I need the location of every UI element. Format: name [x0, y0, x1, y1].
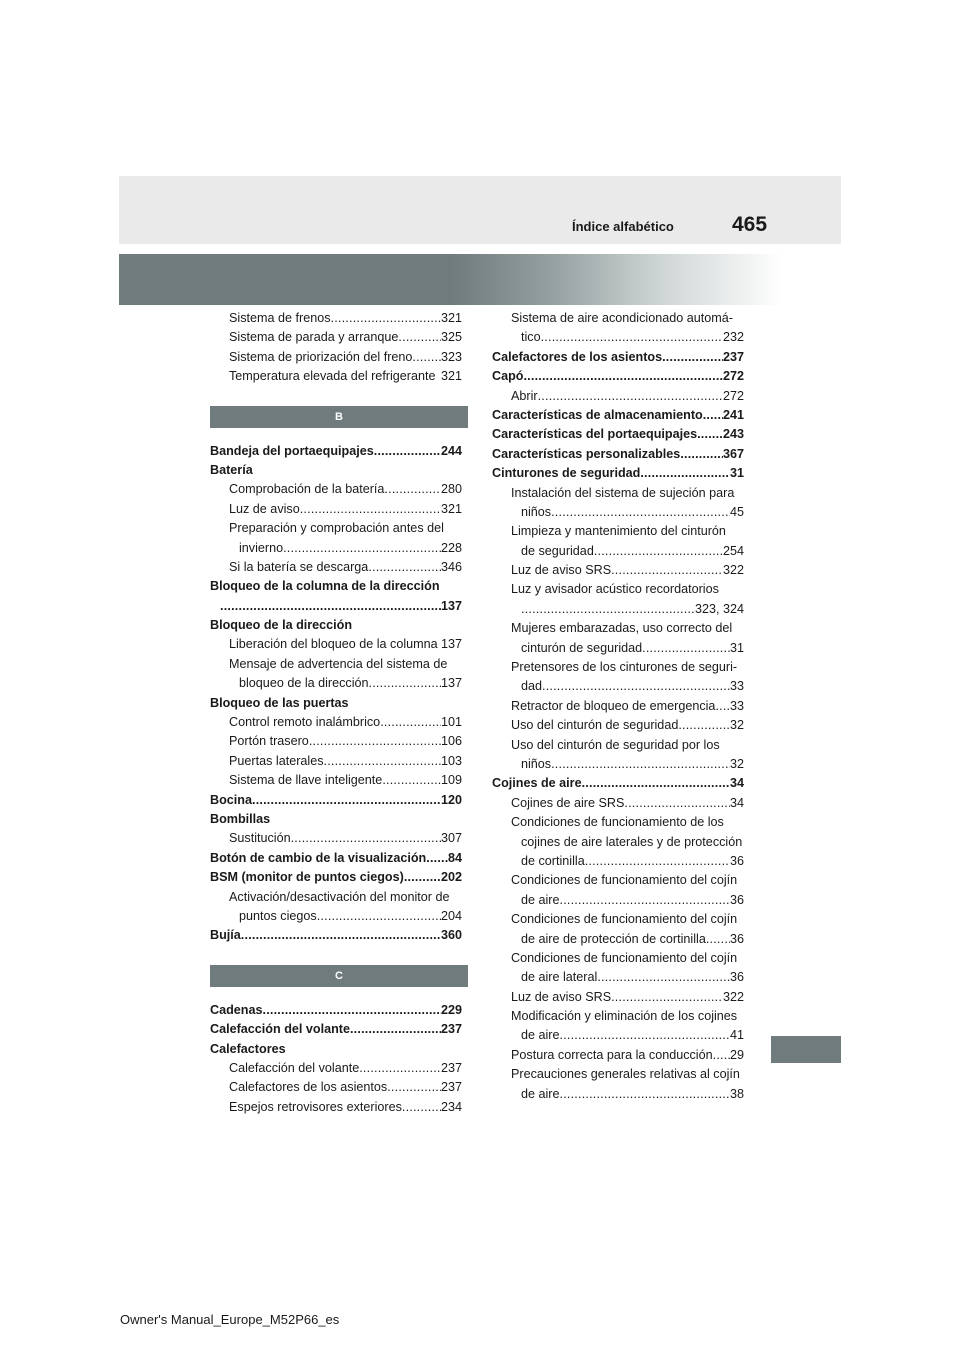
- index-entry: [492, 639, 744, 658]
- dot-leader: [542, 677, 730, 696]
- index-entry: [210, 771, 462, 790]
- index-entry-text: Preparación y comprobación antes del: [229, 521, 444, 536]
- dot-leader: [642, 639, 730, 658]
- dot-leader: [382, 771, 441, 790]
- index-entry: [210, 732, 462, 751]
- index-entry: [210, 849, 462, 868]
- index-entry-page: 120: [440, 792, 462, 807]
- index-entry-page: 137: [440, 637, 462, 652]
- index-entry-page: 237: [440, 1022, 462, 1037]
- index-entry: [492, 813, 744, 832]
- index-entry-text: Sistema de priorización del freno: [229, 349, 413, 364]
- dot-leader: [678, 716, 730, 735]
- index-entry-text: Características del portaequipajes: [492, 427, 698, 442]
- dot-leader: [402, 1098, 441, 1117]
- index-entry: [210, 655, 462, 674]
- index-entry-page: 272: [722, 369, 744, 384]
- index-entry-text: Cadenas: [210, 1002, 263, 1017]
- index-entry-page: 106: [440, 734, 462, 749]
- index-entry-page: 137: [440, 676, 462, 691]
- dot-leader: [387, 1078, 441, 1097]
- index-entry-page: 84: [447, 850, 462, 865]
- index-column-right: [492, 309, 744, 1104]
- dot-leader: [640, 464, 730, 483]
- dot-leader: [359, 1059, 441, 1078]
- index-entry-page: 33: [729, 679, 744, 694]
- index-entry-text: cinturón de seguridad: [521, 640, 643, 655]
- index-entry-text: Bandeja del portaequipajes: [210, 443, 374, 458]
- index-entry-text: niños: [521, 504, 552, 519]
- index-entry: [210, 752, 462, 771]
- index-entry-text: Características personalizables: [492, 446, 681, 461]
- index-entry: [210, 1001, 462, 1020]
- index-entry-text: Mujeres embarazadas, uso correcto del: [511, 621, 733, 636]
- index-entry: [492, 406, 744, 425]
- index-entry: [492, 871, 744, 890]
- index-entry-text: Pretensores de los cinturones de seguri-: [511, 660, 738, 675]
- dot-leader: [220, 597, 441, 616]
- index-entry-text: Condiciones de funcionamiento de los: [511, 815, 724, 830]
- index-entry-text: Precauciones generales relativas al cojín: [511, 1067, 740, 1082]
- index-entry-text: Bombillas: [210, 811, 271, 826]
- index-entry-page: 204: [440, 908, 462, 923]
- index-entry-page: 241: [722, 407, 744, 422]
- dot-leader: [384, 480, 441, 499]
- dot-leader: [350, 1020, 441, 1039]
- index-entry-page: 237: [440, 1060, 462, 1075]
- index-entry: [210, 868, 462, 887]
- index-entry: [492, 716, 744, 735]
- dot-leader: [594, 542, 723, 561]
- dot-leader: [412, 348, 441, 367]
- footer-text: Owner's Manual_Europe_M52P66_es: [120, 1312, 340, 1327]
- index-entry-page: 321: [440, 311, 462, 325]
- index-entry-page: 34: [729, 776, 744, 791]
- index-entry-page: 32: [729, 756, 744, 771]
- dot-leader: [309, 732, 441, 751]
- index-entry: [210, 1020, 462, 1039]
- index-entry: [492, 697, 744, 716]
- dot-leader: [611, 988, 723, 1007]
- index-entry-text: Postura correcta para la conducción: [511, 1047, 713, 1062]
- index-entry-page: 41: [729, 1028, 744, 1043]
- index-entry-page: 367: [722, 446, 744, 461]
- index-entry: [210, 674, 462, 693]
- dot-leader: [380, 713, 441, 732]
- index-entry: [492, 736, 744, 755]
- index-entry-text: Bujía: [210, 928, 241, 943]
- dot-leader: [560, 891, 730, 910]
- index-entry-text: tico: [521, 330, 541, 345]
- index-entry-page: 307: [440, 831, 462, 846]
- index-entry-text: de cortinilla: [521, 853, 585, 868]
- index-entry: [210, 1098, 462, 1117]
- page-number: 465: [732, 213, 768, 236]
- index-entry: [210, 558, 462, 577]
- index-entry-text: de aire de protección de cortinilla: [521, 931, 706, 946]
- index-entry-text: Sistema de aire acondicionado automá-: [511, 311, 733, 325]
- index-entry-text: de aire lateral: [521, 970, 598, 985]
- index-entry-text: Calefacción del volante: [210, 1022, 350, 1037]
- index-entry: [492, 910, 744, 929]
- index-entry-text: cojines de aire laterales y de protección: [521, 834, 743, 849]
- dot-leader: [263, 1001, 441, 1020]
- index-entry: [492, 968, 744, 987]
- index-entry: [210, 829, 462, 848]
- index-entry-page: 237: [722, 349, 744, 364]
- index-entry: [492, 852, 744, 871]
- index-entry-page: 31: [729, 466, 744, 481]
- index-entry-text: bloqueo de la dirección: [239, 676, 369, 691]
- index-entry-text: Calefacción del volante: [229, 1060, 360, 1075]
- index-entry-text: niños: [521, 756, 552, 771]
- index-entry-page: 323, 324: [694, 601, 744, 616]
- index-entry: [492, 1065, 744, 1084]
- index-entry: [492, 367, 744, 386]
- index-entry-text: de seguridad: [521, 543, 594, 558]
- chapter-tab: [771, 1036, 841, 1063]
- dot-leader: [538, 387, 723, 406]
- index-entry: [210, 1059, 462, 1078]
- index-entry-text: Activación/desactivación del monitor de: [229, 889, 450, 904]
- index-entry-page: 45: [729, 504, 744, 519]
- index-entry-page: 237: [440, 1080, 462, 1095]
- index-entry-text: Bloqueo de la columna de la dirección: [210, 579, 440, 594]
- dot-leader: [324, 752, 441, 771]
- dot-leader: [703, 406, 723, 425]
- index-entry-text: Batería: [210, 462, 253, 477]
- index-entry-text: Calefactores de los asientos: [229, 1080, 388, 1095]
- index-entry-text: Condiciones de funcionamiento del cojín: [511, 912, 738, 927]
- index-entry-page: 322: [722, 563, 744, 578]
- index-entry-text: BSM (monitor de puntos ciegos): [210, 870, 404, 885]
- index-entry-page: 29: [729, 1047, 744, 1062]
- index-entry-page: 232: [722, 330, 744, 345]
- index-entry: [210, 461, 462, 480]
- index-entry-text: Mensaje de advertencia del sistema de: [229, 656, 448, 671]
- index-entry-page: 33: [729, 698, 744, 713]
- dot-leader: [368, 558, 441, 577]
- index-entry-page: 323: [440, 349, 462, 364]
- index-entry: [492, 580, 744, 599]
- index-entry: [210, 577, 462, 596]
- dot-leader: [521, 600, 695, 619]
- index-entry: [492, 1046, 744, 1065]
- dot-leader: [582, 774, 730, 793]
- index-entry-page: 34: [729, 795, 744, 810]
- dot-leader: [715, 697, 730, 716]
- index-entry: [210, 348, 462, 367]
- index-entry-page: 38: [729, 1086, 744, 1101]
- header-gradient-bar: [119, 254, 841, 305]
- dot-leader: [369, 674, 441, 693]
- index-entry-text: Bloqueo de las puertas: [210, 695, 349, 710]
- index-entry: [210, 1040, 462, 1059]
- index-entry: [492, 425, 744, 444]
- index-entry-text: Luz de aviso: [229, 501, 300, 516]
- index-entry: [492, 328, 744, 347]
- dot-leader: [662, 348, 723, 367]
- index-entry-text: de aire: [521, 1086, 560, 1101]
- index-entry-text: dad: [521, 679, 543, 694]
- dot-leader: [706, 930, 730, 949]
- dot-leader: [404, 868, 441, 887]
- dot-leader: [291, 829, 441, 848]
- index-entry-text: Condiciones de funcionamiento del cojín: [511, 873, 738, 888]
- index-entry: [492, 619, 744, 638]
- index-entry-text: Limpieza y mantenimiento del cinturón: [511, 524, 726, 539]
- index-entry: [492, 891, 744, 910]
- index-entry-text: invierno: [239, 540, 284, 555]
- index-entry: [492, 755, 744, 774]
- index-entry-text: de aire: [521, 892, 560, 907]
- index-entry: [492, 309, 744, 328]
- index-entry: [492, 600, 744, 619]
- index-entry-text: Sustitución: [229, 831, 291, 846]
- index-entry-text: Cinturones de seguridad: [492, 466, 641, 481]
- dot-leader: [551, 755, 730, 774]
- index-entry-page: 272: [722, 388, 744, 403]
- index-entry: [210, 791, 462, 810]
- index-entry: [492, 677, 744, 696]
- index-entry: [210, 713, 462, 732]
- index-entry-page: 109: [440, 773, 462, 788]
- index-entry-page: 36: [729, 853, 744, 868]
- index-entry-text: Temperatura elevada del refrigerante: [229, 369, 436, 384]
- index-entry-text: de aire: [521, 1028, 560, 1043]
- dot-leader: [541, 328, 723, 347]
- index-entry: [210, 328, 462, 347]
- index-entry-page: 321: [440, 501, 462, 516]
- index-entry: [210, 810, 462, 829]
- index-entry: [210, 1078, 462, 1097]
- index-entry: [210, 694, 462, 713]
- dot-leader: [426, 849, 448, 868]
- section-title: Índice alfabético: [572, 219, 674, 234]
- index-entry: [492, 464, 744, 483]
- dot-leader: [697, 425, 723, 444]
- index-entry-text: Espejos retrovisores exteriores: [229, 1099, 402, 1114]
- index-entry-text: puntos ciegos: [239, 908, 317, 923]
- index-entry-page: 228: [440, 540, 462, 555]
- dot-leader: [624, 794, 730, 813]
- index-entry: [210, 480, 462, 499]
- index-entry-text: Capó: [492, 369, 524, 384]
- index-entry-page: 322: [722, 989, 744, 1004]
- dot-leader: [611, 561, 723, 580]
- index-entry-text: Sistema de parada y arranque: [229, 330, 399, 345]
- index-entry-text: Uso del cinturón de seguridad por los: [511, 737, 720, 752]
- index-entry: [492, 1007, 744, 1026]
- dot-leader: [560, 1085, 730, 1104]
- index-entry: [210, 500, 462, 519]
- dot-leader: [331, 309, 441, 328]
- index-entry-page: 229: [440, 1002, 462, 1017]
- index-entry-text: Retractor de bloqueo de emergencia: [511, 698, 716, 713]
- index-entry-page: 32: [729, 718, 744, 733]
- index-entry-text: Bocina: [210, 792, 252, 807]
- dot-leader: [317, 907, 441, 926]
- index-entry: [210, 309, 462, 328]
- index-entry-text: Calefactores de los asientos: [492, 349, 663, 364]
- dot-leader: [241, 926, 441, 945]
- index-entry-page: 234: [440, 1099, 462, 1114]
- index-entry: [492, 930, 744, 949]
- index-entry-page: 137: [440, 598, 462, 613]
- index-entry-text: Control remoto inalámbrico: [229, 715, 381, 730]
- index-entry-text: Bloqueo de la dirección: [210, 618, 353, 633]
- dot-leader: [283, 539, 441, 558]
- index-entry-text: Liberación del bloqueo de la columna: [229, 637, 438, 652]
- index-entry-text: Sistema de frenos: [229, 311, 331, 325]
- index-entry: [492, 794, 744, 813]
- index-entry: [492, 774, 744, 793]
- index-entry: [492, 484, 744, 503]
- dot-leader: [680, 445, 723, 464]
- index-entry-page: 244: [440, 443, 462, 458]
- index-entry-text: Instalación del sistema de sujeción para: [511, 485, 735, 500]
- index-entry-text: Botón de cambio de la visualización: [210, 850, 427, 865]
- index-entry-page: 321: [440, 369, 462, 384]
- index-entry-page: 36: [729, 892, 744, 907]
- index-entry: [492, 348, 744, 367]
- dot-leader: [523, 367, 723, 386]
- index-entry-text: Características de almacenamiento: [492, 407, 703, 422]
- index-entry: [492, 1026, 744, 1045]
- dot-leader: [551, 503, 730, 522]
- index-entry-page: 36: [729, 970, 744, 985]
- index-entry-text: Modificación y eliminación de los cojines: [511, 1009, 738, 1024]
- index-entry-page: 101: [440, 715, 462, 730]
- dot-leader: [374, 442, 441, 461]
- index-entry-page: 202: [440, 870, 462, 885]
- index-entry: [210, 519, 462, 538]
- index-entry-text: Luz y avisador acústico recordatorios: [511, 582, 719, 597]
- index-entry-text: Abrir: [511, 388, 538, 403]
- index-entry-page: 280: [440, 482, 462, 497]
- letter-section-header: C: [210, 965, 468, 987]
- index-column-left: [210, 309, 462, 1117]
- index-entry-page: 243: [722, 427, 744, 442]
- index-entry: [210, 907, 462, 926]
- index-entry-text: Puertas laterales: [229, 753, 324, 768]
- index-entry: [210, 367, 462, 386]
- index-entry: [492, 522, 744, 541]
- dot-leader: [300, 500, 441, 519]
- index-entry-text: Uso del cinturón de seguridad: [511, 718, 679, 733]
- index-entry-page: 325: [440, 330, 462, 345]
- index-entry: [492, 542, 744, 561]
- index-entry-page: 254: [722, 543, 744, 558]
- index-entry: [210, 926, 462, 945]
- index-entry: [492, 561, 744, 580]
- dot-leader: [597, 968, 730, 987]
- index-entry-text: Calefactores: [210, 1041, 286, 1056]
- index-entry-text: Portón trasero: [229, 734, 309, 749]
- index-entry-text: Si la batería se descarga: [229, 559, 369, 574]
- index-entry: [492, 658, 744, 677]
- index-entry-text: Cojines de aire SRS: [511, 795, 625, 810]
- index-entry: [210, 442, 462, 461]
- index-entry: [210, 635, 462, 654]
- index-entry-text: Comprobación de la batería: [229, 482, 385, 497]
- index-entry-page: 31: [729, 640, 744, 655]
- index-entry-text: Cojines de aire: [492, 776, 582, 791]
- dot-leader: [713, 1046, 730, 1065]
- dot-leader: [398, 328, 441, 347]
- index-entry-page: 360: [440, 928, 462, 943]
- index-entry: [210, 888, 462, 907]
- index-entry: [210, 539, 462, 558]
- dot-leader: [585, 852, 730, 871]
- index-entry-page: 346: [440, 559, 462, 574]
- index-entry: [492, 503, 744, 522]
- index-entry-text: Luz de aviso SRS: [511, 989, 612, 1004]
- index-entry: [492, 988, 744, 1007]
- index-entry-page: 103: [440, 753, 462, 768]
- dot-leader: [560, 1026, 730, 1045]
- index-entry-page: 36: [729, 931, 744, 946]
- index-entry-text: Luz de aviso SRS: [511, 563, 612, 578]
- index-entry-text: Sistema de llave inteligente: [229, 773, 383, 788]
- index-entry: [492, 949, 744, 968]
- index-entry: [492, 1085, 744, 1104]
- letter-section-header: B: [210, 406, 468, 428]
- index-entry: [210, 616, 462, 635]
- index-entry: [210, 597, 462, 616]
- index-entry: [492, 833, 744, 852]
- index-entry-text: Condiciones de funcionamiento del cojín: [511, 950, 738, 965]
- index-entry: [492, 387, 744, 406]
- dot-leader: [252, 791, 441, 810]
- index-entry: [492, 445, 744, 464]
